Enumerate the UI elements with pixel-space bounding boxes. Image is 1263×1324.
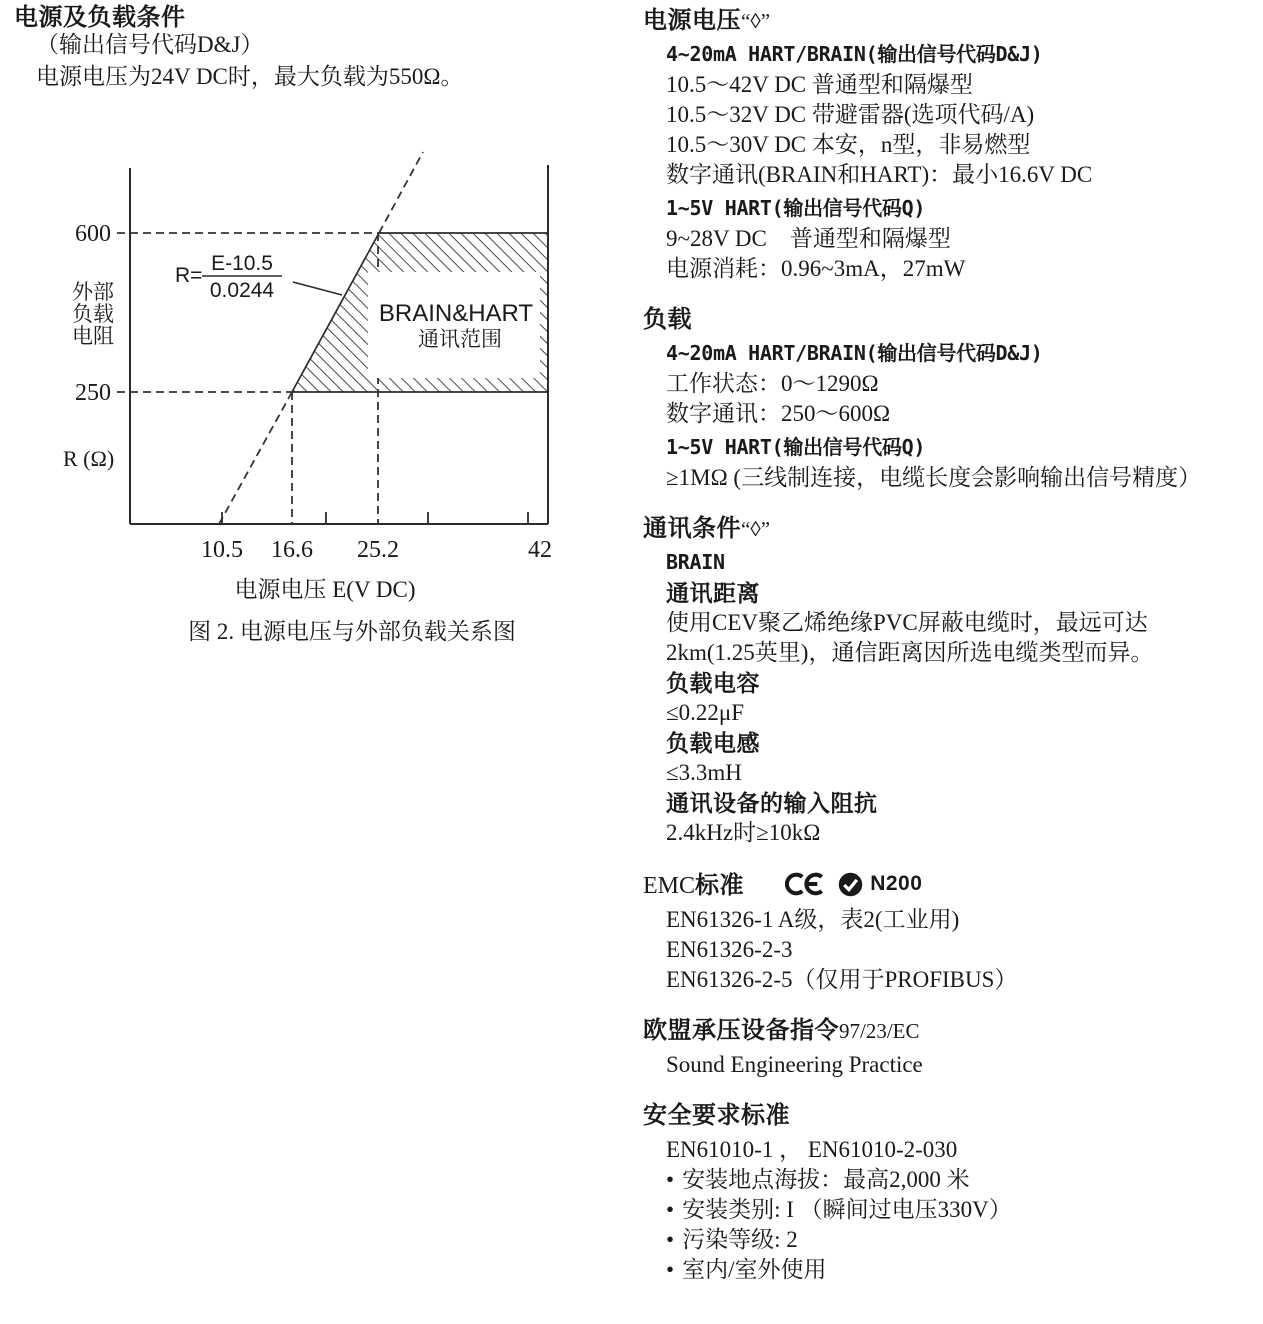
spec-line: 4~20mA HART/BRAIN(输出信号代码D&J) bbox=[666, 42, 1043, 66]
figure-caption: 图 2. 电源电压与外部负载关系图 bbox=[188, 619, 516, 644]
max-load-note: 电源电压为24V DC时，最大负载为550Ω。 bbox=[36, 64, 464, 89]
y-axis-title-line2: 负载 bbox=[72, 302, 114, 326]
bullet-text: 污染等级: 2 bbox=[682, 1227, 798, 1252]
section-title-latin: EMC bbox=[643, 873, 696, 899]
x-label-25-2: 25.2 bbox=[357, 537, 399, 563]
spec-line: 4~20mA HART/BRAIN(输出信号代码D&J) bbox=[666, 341, 1043, 365]
spec-line: 2.4kHz时≥10kΩ bbox=[666, 820, 821, 845]
x-label-16-6: 16.6 bbox=[271, 537, 313, 563]
formula-lhs: R= bbox=[175, 264, 203, 287]
section-title-text: 负载 bbox=[643, 306, 692, 333]
region-label-line1: BRAIN&HART bbox=[378, 300, 534, 327]
load-vs-voltage-chart bbox=[0, 140, 640, 650]
spec-line: 电源消耗：0.96~3mA，27mW bbox=[666, 256, 966, 281]
bullet-marker: • bbox=[666, 1227, 675, 1252]
spec-line bbox=[643, 1255, 1258, 1285]
section-title-text: 欧盟承压设备指令 bbox=[643, 1017, 839, 1044]
spec-line: EN61326-2-5（仅用于PROFIBUS） bbox=[666, 967, 1018, 992]
spec-section-1 bbox=[643, 305, 1258, 493]
spec-line: 数字通讯：250～600Ω bbox=[666, 401, 891, 426]
formula-numerator: E-10.5 bbox=[211, 252, 273, 275]
spec-line: 9~28V DC 普通型和隔爆型 bbox=[666, 226, 951, 251]
section-title-text: 电源电压 bbox=[643, 7, 741, 34]
spec-line: ≤0.22μF bbox=[666, 700, 744, 725]
spec-line: EN61326-2-3 bbox=[666, 937, 793, 962]
spec-line bbox=[643, 1225, 1258, 1255]
section-title-suffix: “◊” bbox=[741, 9, 771, 33]
spec-line: 数字通讯(BRAIN和HART)：最小16.6V DC bbox=[666, 162, 1093, 187]
spec-line: 负载电感 bbox=[666, 730, 760, 756]
spec-line: 10.5～30V DC 本安，n型，非易燃型 bbox=[666, 132, 1031, 157]
spec-line: 通讯距离 bbox=[666, 580, 760, 606]
spec-line: 通讯设备的输入阻抗 bbox=[666, 790, 878, 816]
y-axis-title-line1: 外部 bbox=[72, 280, 114, 304]
bullet-text: 安装类别: I （瞬间过电压330V） bbox=[682, 1197, 1012, 1222]
load-line-dashed-lower bbox=[219, 392, 292, 524]
spec-section-2 bbox=[643, 514, 1258, 848]
section-heading-power-load: 电源及负载条件 bbox=[14, 4, 186, 31]
spec-line: 2km(1.25英里)，通信距离因所选电缆类型而异。 bbox=[666, 640, 1154, 665]
bullet-text: 室内/室外使用 bbox=[682, 1257, 827, 1282]
section-title-text: 安全要求标准 bbox=[643, 1102, 790, 1129]
output-signal-code-note: （输出信号代码D&J） bbox=[36, 32, 264, 57]
figure-2-load-chart bbox=[0, 140, 640, 650]
section-title bbox=[643, 1016, 1258, 1046]
spec-line: 1~5V HART(输出信号代码Q) bbox=[666, 196, 926, 220]
formula-leader-line bbox=[293, 282, 342, 295]
ce-mark-icon bbox=[785, 872, 831, 896]
y-axis-title-line3: 电阻 bbox=[72, 324, 114, 348]
bullet-text: 安装地点海拔：最高2,000 米 bbox=[682, 1167, 970, 1192]
ctick-mark-icon bbox=[838, 872, 863, 897]
spec-line: 10.5～42V DC 普通型和隔爆型 bbox=[666, 72, 973, 97]
spec-line: BRAIN bbox=[666, 550, 725, 574]
y-label-250: 250 bbox=[75, 380, 111, 406]
section-title-suffix: 97/23/EC bbox=[839, 1019, 920, 1043]
spec-line: 负载电容 bbox=[666, 670, 760, 696]
region-label-line2: 通讯范围 bbox=[418, 327, 502, 351]
right-column bbox=[643, 6, 1258, 1306]
spec-line: 10.5～32V DC 带避雷器(选项代码/A) bbox=[666, 102, 1035, 127]
spec-line bbox=[643, 1195, 1258, 1225]
section-title bbox=[643, 514, 1258, 544]
bullet-marker: • bbox=[666, 1167, 675, 1192]
spec-section-4 bbox=[643, 1016, 1258, 1080]
section-title bbox=[643, 1101, 1258, 1131]
bullet-marker: • bbox=[666, 1197, 675, 1222]
y-label-600: 600 bbox=[75, 221, 111, 247]
emc-logos bbox=[785, 869, 922, 899]
spec-line: 使用CEV聚乙烯绝缘PVC屏蔽电缆时，最远可达 bbox=[666, 610, 1148, 635]
spec-section-3 bbox=[643, 869, 1258, 995]
section-title-suffix: “◊” bbox=[741, 517, 771, 541]
x-axis-title: 电源电压 E(V DC) bbox=[234, 577, 416, 602]
section-title-text: 通讯条件 bbox=[643, 515, 741, 542]
ctick-number: N200 bbox=[870, 872, 923, 895]
y-axis-unit-label: R (Ω) bbox=[63, 446, 115, 471]
spec-line: EN61010-1 ， EN61010-2-030 bbox=[666, 1137, 958, 1162]
x-label-10-5: 10.5 bbox=[201, 537, 243, 563]
spec-line: 工作状态：0～1290Ω bbox=[666, 371, 879, 396]
section-title bbox=[643, 6, 1258, 36]
spec-line: 1~5V HART(输出信号代码Q) bbox=[666, 435, 926, 459]
spec-line bbox=[643, 1165, 1258, 1195]
spec-line: ≤3.3mH bbox=[666, 760, 742, 785]
bullet-marker: • bbox=[666, 1257, 675, 1282]
spec-line: Sound Engineering Practice bbox=[666, 1052, 923, 1077]
x-label-42: 42 bbox=[528, 537, 552, 563]
spec-section-5 bbox=[643, 1101, 1258, 1285]
formula-denominator: 0.0244 bbox=[209, 279, 275, 302]
load-line-dashed-upper bbox=[379, 152, 423, 233]
spec-line: ≥1MΩ (三线制连接，电缆长度会影响输出信号精度） bbox=[666, 465, 1202, 490]
spec-section-0 bbox=[643, 6, 1258, 284]
section-title bbox=[643, 869, 1258, 901]
section-title-text: 标准 bbox=[695, 872, 745, 899]
spec-line: EN61326-1 A级，表2(工业用) bbox=[666, 907, 960, 932]
section-title bbox=[643, 305, 1258, 335]
